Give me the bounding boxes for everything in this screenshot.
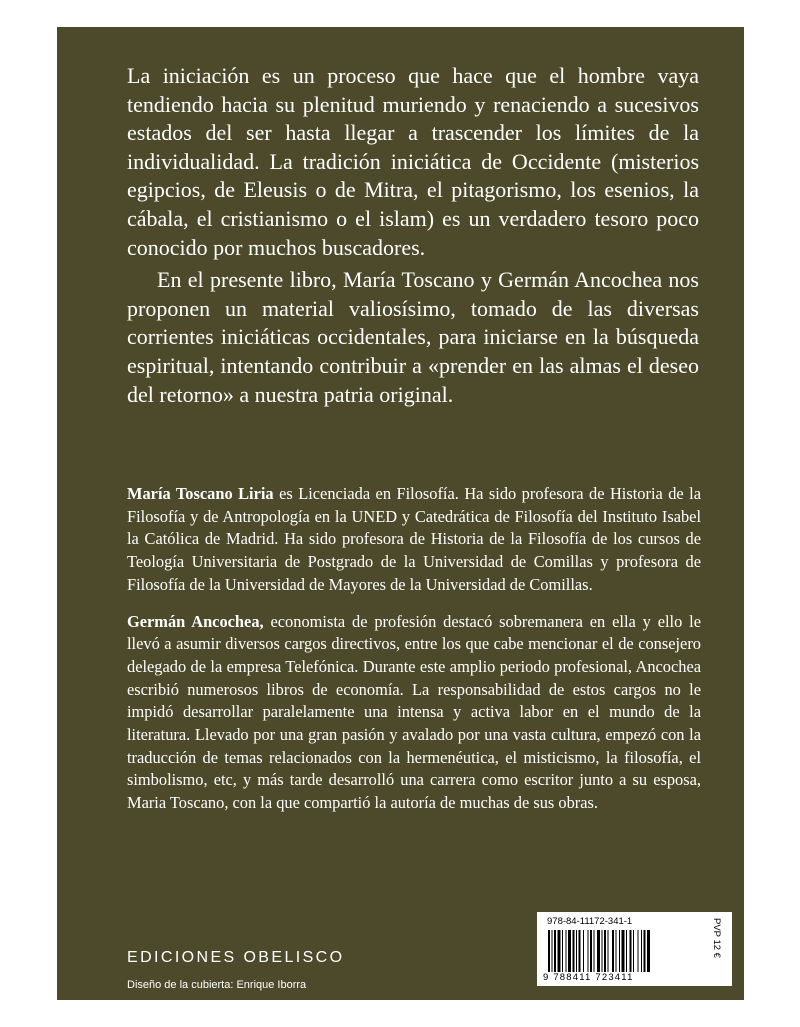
bio-ancochea-name: Germán Ancochea, (127, 611, 264, 631)
barcode-icon (547, 930, 691, 972)
bio-toscano-name: María Toscano Liria (127, 484, 274, 503)
barcode-box (537, 912, 732, 986)
bio-ancochea-text: economista de profesión destacó sobremanera en ella y ello le llevó a asumir diversos cargos directivos, entre los que cabe mencionar el de consejero delegado de la empresa Telefónica. Durante este amplio periodo profesional, Ancochea escribió numerosos libros de economía. La responsabilidad de estos cargos no le impidó desarrollar paralelamente una intensa y activa labor en el mundo de la literatura. Llevado por una gran pasión y avalado por una vasta cultura, empezó con la traducción de temas relacionados con la hermenéutica, el misticismo, la filosofía, el simbolismo, etc, y más tarde desarrolló una carrera como escritor junto a su esposa, Maria Toscano, con la que compartió la autoría de muchas de sus obras. (127, 611, 702, 813)
bio-ancochea (127, 611, 701, 815)
bio-toscano-text: es Licenciada en Filosofía. Ha sido profesora de Historia de la Filosofía y de Antropología en la UNED y Catedrática de Filosofía del Instituto Isabel la Católica de Madrid. Ha sido profesora de Historia de la Filosofía de los cursos de Teología Universitaria de Postgrado de la Universidad de Comillas y profesora de Filosofía de la Universidad de Mayores de la Universidad de Comillas. (127, 484, 702, 594)
publisher-name: EDICIONES OBELISCO (127, 949, 345, 966)
back-cover (57, 27, 744, 1000)
isbn-digits: 9 788411 723411 (543, 972, 634, 983)
blurb-paragraph-1: La iniciación es un proceso que hace que el hombre vaya tendiendo hacia su plenitud muriendo y renaciendo a sucesivos estados del ser hasta llegar a trascender los límites de la individualidad. La tradición iniciática de Occidente (misterios egipcios, de Eleusis o de Mitra, el pitagorismo, los esenios, la cábala, el cristianismo o el islam) es un verdadero tesoro poco conocido por muchos buscadores. (127, 63, 699, 260)
blurb (127, 62, 699, 409)
bio-toscano (127, 483, 701, 597)
price-label: PVP 12 € (711, 918, 722, 958)
cover-credits: Diseño de la cubierta: Enrique Iborra (127, 979, 307, 991)
blurb-paragraph-2: En el presente libro, María Toscano y Germán Ancochea nos proponen un material valiosísimo, tomado de las diversas corrientes iniciáticas occidentales, para iniciarse en la búsqueda espiritual, intentando contribuir a «prender en las almas el deseo del retorno» a nuestra patria original. (127, 267, 699, 407)
isbn-label: 978-84-11172-341-1 (547, 916, 633, 927)
author-bios (127, 483, 701, 815)
